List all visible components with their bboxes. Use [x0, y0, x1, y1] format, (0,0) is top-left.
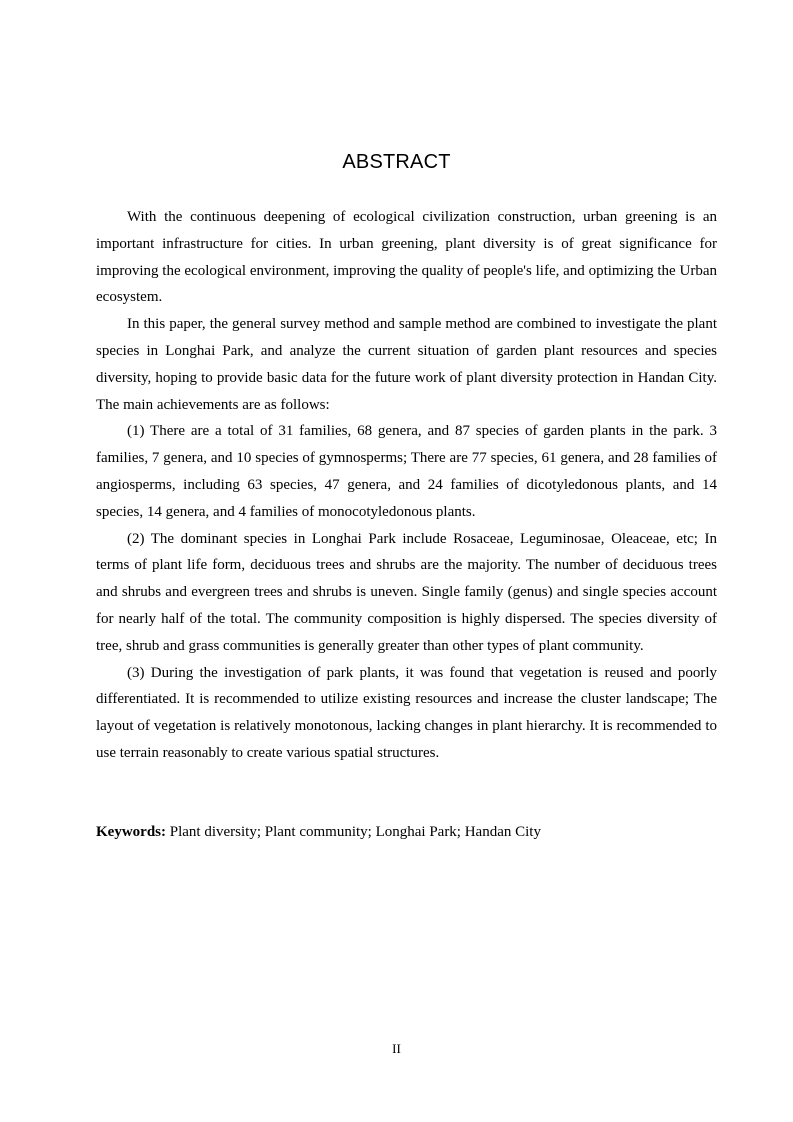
abstract-paragraph: (3) During the investigation of park plants, it was found that vegetation is reused and poorly differentiated. It is recommended to utilize existing resources and increase the cluster landscape; The layout of vegetation is relatively monotonous, lacking changes in plant hierarchy. It is recommended to use terrain reasonably to create various spatial structures. — [96, 664, 717, 761]
abstract-title: ABSTRACT — [342, 151, 451, 173]
abstract-body — [96, 204, 717, 767]
abstract-paragraph: (2) The dominant species in Longhai Park include Rosaceae, Leguminosae, Oleaceae, etc; In terms of plant life form, deciduous trees and shrubs are the majority. The number of deciduous trees and shrubs and evergreen trees and shrubs is uneven. Single family (genus) and single species account for nearly half of the total. The community composition is highly dispersed. The species diversity of tree, shrub and grass communities is generally greater than other types of plant community. — [96, 530, 717, 654]
keywords-line — [96, 819, 717, 845]
abstract-paragraph: In this paper, the general survey method and sample method are combined to investigate the plant species in Longhai Park, and analyze the current situation of garden plant resources and species diversity, hoping to provide basic data for the future work of plant diversity protection in Handan City. The main achievements are as follows: — [96, 316, 717, 413]
page-number: II — [392, 1041, 401, 1056]
keywords-label: Keywords: — [96, 824, 166, 840]
abstract-paragraph: With the continuous deepening of ecological civilization construction, urban greening is an important infrastructure for cities. In urban greening, plant diversity is of great significance for improving the ecological environment, improving the quality of people's life, and optimizing the Urban ecosystem. — [96, 209, 717, 306]
keywords-text: Plant diversity; Plant community; Longhai Park; Handan City — [166, 824, 541, 840]
abstract-paragraph: (1) There are a total of 31 families, 68 genera, and 87 species of garden plants in the park. 3 families, 7 genera, and 10 species of gymnosperms; There are 77 species, 61 genera, and 28 families of angiosperms, including 63 species, 47 genera, and 24 families of dicotyledonous plants, and 14 species, 14 genera, and 4 families of monocotyledonous plants. — [96, 423, 717, 520]
